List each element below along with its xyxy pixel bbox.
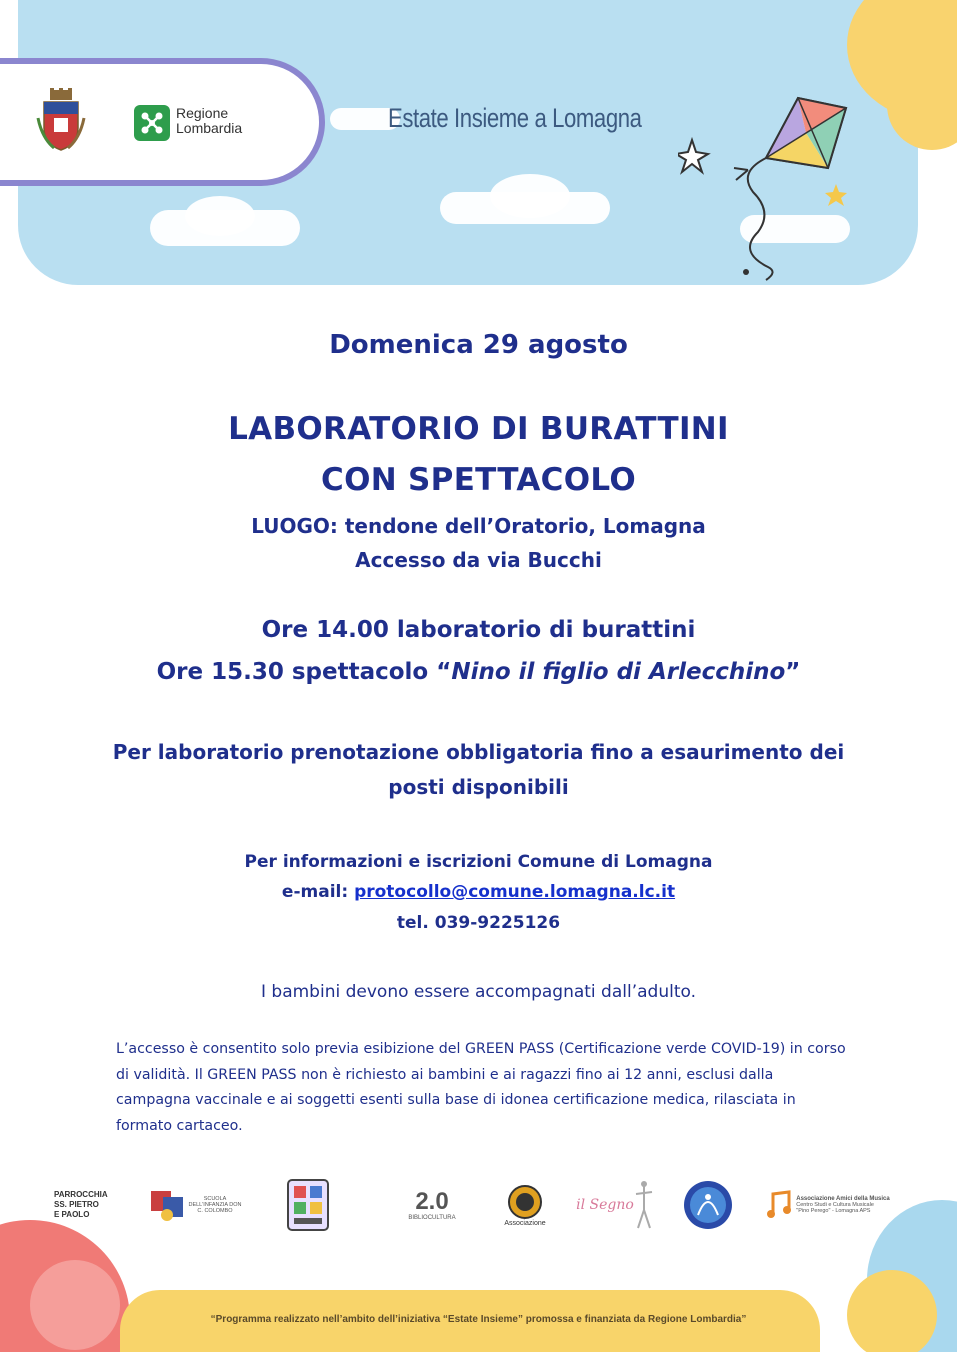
- school-icon: [147, 1185, 187, 1225]
- contact-email-line: [0, 882, 957, 902]
- dance-circle-icon: [682, 1179, 734, 1231]
- biblioteca-number: 2.0: [415, 1188, 449, 1215]
- schedule-show: [0, 659, 957, 685]
- yellow-blob-bottom: [847, 1270, 937, 1352]
- contact-phone: tel. 039-9225126: [396, 913, 561, 933]
- schedule-workshop: Ore 14.00 laboratorio di burattini: [261, 617, 696, 643]
- parish-line3: E PAOLO: [54, 1210, 90, 1219]
- dancer-icon: [634, 1180, 654, 1230]
- association-name: Associazione: [504, 1219, 546, 1227]
- footer-credit: “Programma realizzato nell’ambito dell’iniziativa “Estate Insieme” promossa e finanziata da Regione Lombardia”: [210, 1314, 747, 1325]
- contact-info: Per informazioni e iscrizioni Comune di Lomagna: [244, 852, 713, 872]
- music-association-text: [796, 1196, 889, 1214]
- show-title: Nino il figlio di Arlecchino: [451, 659, 786, 685]
- schedule-show-prefix: Ore 15.30 spettacolo “: [156, 659, 452, 685]
- event-title-line2: CON SPETTACOLO: [321, 462, 636, 498]
- music-line3: "Pino Perego" - Lomagna APS: [796, 1208, 871, 1214]
- book-icon: [284, 1178, 332, 1232]
- region-line1: Regione: [176, 105, 229, 121]
- biblioteca-logo: [388, 1170, 476, 1240]
- music-note-icon: [765, 1190, 793, 1220]
- booking-note-line2: posti disponibili: [388, 775, 569, 799]
- music-line2: Centro Studi e Cultura Musicale: [796, 1202, 874, 1208]
- biblioteca-name: BIBLIOCULTURA: [408, 1215, 456, 1221]
- region-line2: Lombardia: [176, 120, 243, 136]
- music-line1: Associazione Amici della Musica: [796, 1196, 890, 1202]
- association-logo: [495, 1170, 555, 1240]
- school-logo: [145, 1170, 245, 1240]
- schedule-show-suffix: ”: [785, 659, 801, 685]
- event-place: LUOGO: tendone dell’Oratorio, Lomagna: [251, 514, 706, 538]
- booking-note-line1: Per laboratorio prenotazione obbligatoria fino a esaurimento dei: [112, 740, 845, 764]
- green-pass-notice: L’accesso è consentito solo previa esibizione del GREEN PASS (Certificazione verde COVID-19) in corso di validità. Il GREEN PASS non è richiesto ai bambini e ai ragazzi fino ai 12 anni, esclusi dalla campagna vaccinale e ai soggetti esenti sulla base di idonea certificazione medica, rilasciata in formato cartaceo.: [116, 1041, 846, 1134]
- parish-line1: PARROCCHIA: [54, 1190, 108, 1199]
- association-icon: [507, 1184, 543, 1220]
- event-access: Accesso da via Bucchi: [355, 548, 602, 572]
- banner-title: Estate Insieme a Lomagna: [388, 103, 642, 133]
- pink-blob: [30, 1260, 120, 1350]
- event-date: Domenica 29 agosto: [329, 330, 628, 360]
- school-name: SCUOLA DELL'INFANZIA DON C. COLOMBO: [188, 1196, 242, 1214]
- blue-circle-logo: [680, 1170, 736, 1240]
- regione-lombardia-logo-icon: [134, 105, 170, 141]
- dance-logo: [575, 1170, 655, 1240]
- music-association-logo: [760, 1170, 895, 1240]
- header-banner: [0, 0, 957, 285]
- kite-icon: [678, 92, 863, 282]
- cloud: [185, 196, 255, 236]
- kids-note: I bambini devono essere accompagnati dall’adulto.: [261, 982, 696, 1002]
- book-logo: [282, 1170, 334, 1240]
- regione-lombardia-wordmark: [176, 106, 242, 136]
- dance-name: il Segno: [576, 1197, 634, 1213]
- sponsor-logos: [40, 1170, 920, 1245]
- email-label: e-mail:: [281, 882, 355, 902]
- town-crest-icon: [36, 88, 86, 156]
- cloud: [490, 174, 570, 218]
- email-link[interactable]: protocollo@comune.lomagna.lc.it: [354, 882, 676, 902]
- parish-line2: SS. PIETRO: [54, 1200, 99, 1209]
- event-title-line1: LABORATORIO DI BURATTINI: [228, 411, 729, 447]
